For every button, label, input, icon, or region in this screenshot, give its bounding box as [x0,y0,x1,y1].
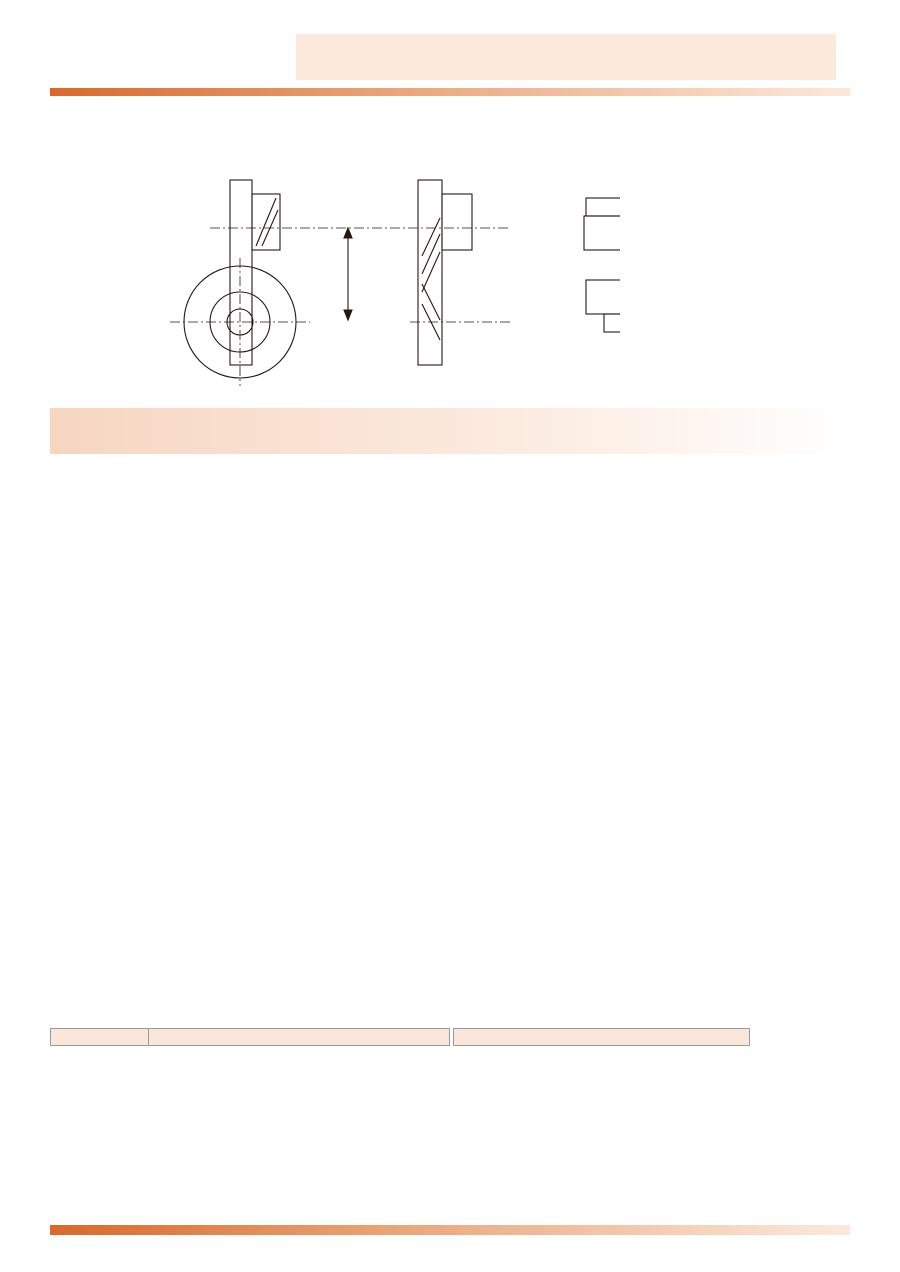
header-rule [50,88,850,96]
speed-header [149,1029,450,1046]
module-banner [296,34,836,80]
gear-side-rim [230,180,252,365]
catalogue-header [51,1029,149,1046]
footer-rule [50,1225,850,1235]
speed-header [454,1029,750,1046]
material-banner [50,408,850,454]
surface-strength-table [453,1028,750,1045]
bending-strength-table [50,1028,450,1046]
gear-direction-diagram [170,160,620,405]
